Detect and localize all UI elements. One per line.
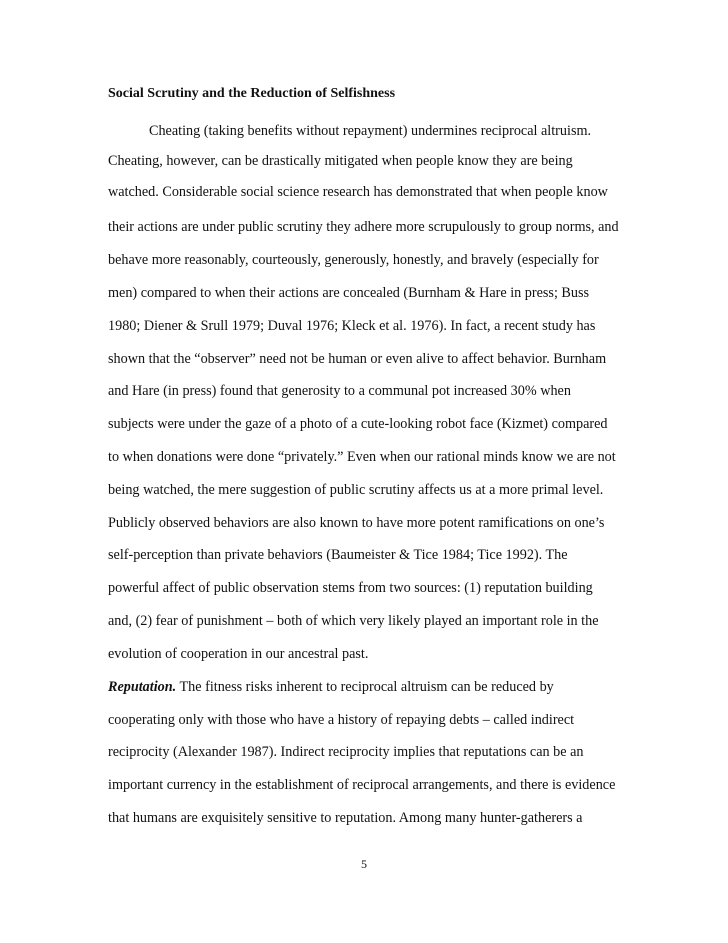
paragraph-line: watched. Considerable social science research has demonstrated that when people know: [108, 184, 608, 200]
paragraph-line: powerful affect of public observation stems from two sources: (1) reputation building: [108, 580, 593, 596]
reputation-first-line-text: The fitness risks inherent to reciprocal altruism can be reduced by: [176, 679, 554, 695]
paragraph-line: subjects were under the gaze of a photo of a cute-looking robot face (Kizmet) compared: [108, 416, 608, 432]
reputation-label: Reputation.: [108, 679, 177, 695]
paragraph-line: Publicly observed behaviors are also known to have more potent ramifications on one’s: [108, 515, 605, 531]
paragraph-line: men) compared to when their actions are concealed (Burnham & Hare in press; Buss: [108, 285, 590, 301]
paragraph-line: 1980; Diener & Srull 1979; Duval 1976; Kleck et al. 1976). In fact, a recent study has: [108, 318, 596, 334]
paragraph-line: shown that the “observer” need not be human or even alive to affect behavior. Burnham: [108, 351, 607, 367]
paragraph-line: Cheating, however, can be drastically mitigated when people know they are being: [108, 153, 573, 169]
paragraph-line: evolution of cooperation in our ancestral past.: [108, 646, 369, 662]
section-heading: Social Scrutiny and the Reduction of Selfishness: [108, 86, 396, 101]
paragraph-line: behave more reasonably, courteously, generously, honestly, and bravely (especially for: [108, 252, 599, 268]
paragraph-line: reciprocity (Alexander 1987). Indirect reciprocity implies that reputations can be an: [108, 744, 584, 760]
paragraph-line: that humans are exquisitely sensitive to reputation. Among many hunter-gatherers a: [108, 810, 583, 826]
paragraph-line: Cheating (taking benefits without repayment) undermines reciprocal altruism.: [149, 123, 592, 139]
page-number: 5: [361, 857, 367, 871]
paragraph-line: self-perception than private behaviors (Baumeister & Tice 1984; Tice 1992). The: [108, 547, 568, 563]
paragraph-line: cooperating only with those who have a history of repaying debts – called indirect: [108, 712, 575, 728]
paragraph-line: and Hare (in press) found that generosity to a communal pot increased 30% when: [108, 383, 571, 399]
paragraph-line: being watched, the mere suggestion of public scrutiny affects us at a more primal level.: [108, 482, 604, 498]
paragraph-line: their actions are under public scrutiny they adhere more scrupulously to group norms, and: [108, 219, 619, 235]
paragraph-line: to when donations were done “privately.” Even when our rational minds know we are not: [108, 449, 616, 465]
paragraph-line: and, (2) fear of punishment – both of which very likely played an important role in the: [108, 613, 599, 629]
reputation-paragraph-first-line: [108, 678, 554, 696]
paragraph-line: important currency in the establishment of reciprocal arrangements, and there is evidence: [108, 777, 616, 793]
